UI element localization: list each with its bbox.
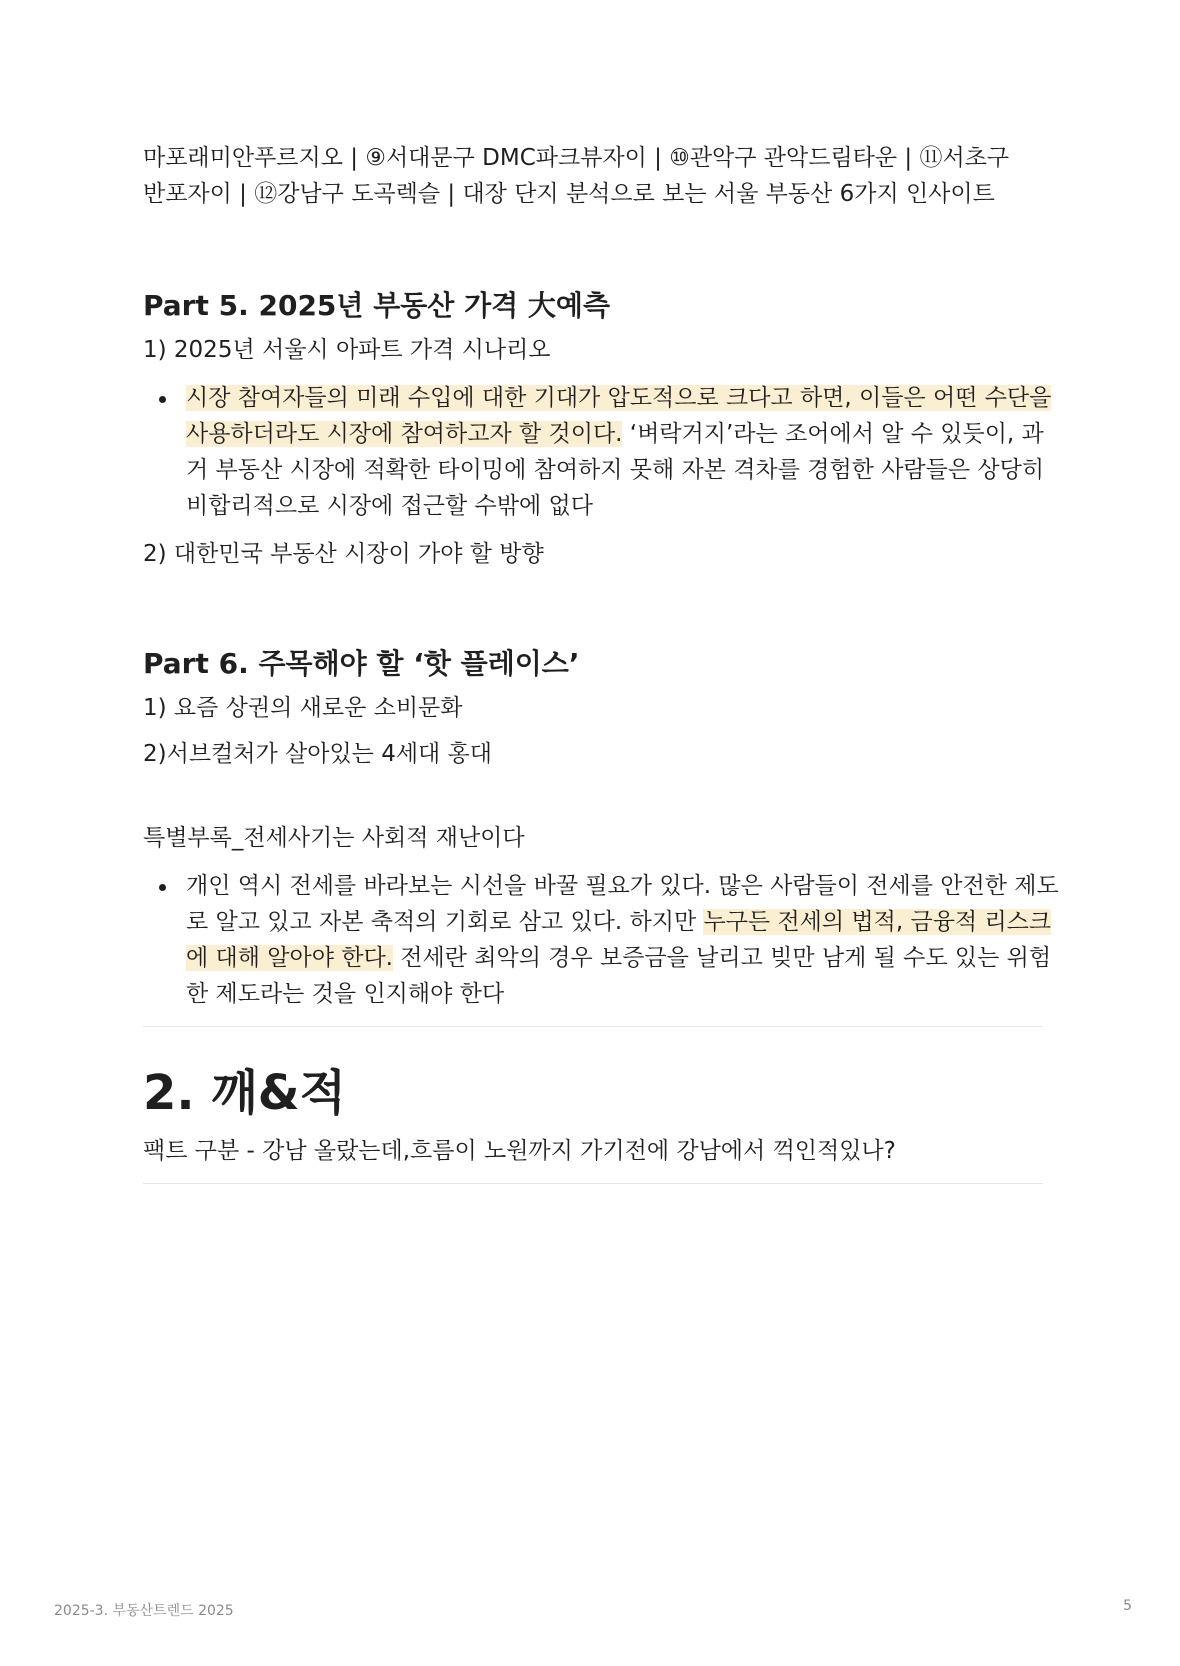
bullet-text: 개인 역시 전세를 바라보는 시선을 바꿀 필요가 있다. 많은 사람들이 전세를 안전한 제도 [186, 873, 1059, 899]
part5-heading: Part 5. 2025년 부동산 가격 大예측 [143, 289, 611, 322]
appendix-bullet [186, 868, 1059, 1012]
highlight: 누구든 전세의 법적, 금융적 리스크 [703, 909, 1052, 935]
bullet-text: 한 제도라는 것을 인지해야 한다 [186, 981, 505, 1007]
intro-line-1: 마포래미안푸르지오 | ⑨서대문구 DMC파크뷰자이 | ⑩관악구 관악드림타운 | ⑪서초구 [143, 145, 1010, 171]
page-number: 5 [1123, 1598, 1132, 1614]
bullet-text: 로 알고 있고 자본 축적의 기회로 삼고 있다. 하지만 [186, 909, 704, 935]
part5-bullet-list [143, 380, 1052, 524]
highlight: 에 대해 알아야 한다. [186, 945, 393, 971]
appendix-bullet-list [143, 868, 1059, 1012]
part5-item-1: 1) 2025년 서울시 아파트 가격 시나리오 [143, 337, 551, 363]
document-body [143, 140, 1059, 1184]
section2-line: 팩트 구분 - 강남 올랐는데,흐름이 노원까지 가기전에 강남에서 꺽인적있나? [143, 1138, 896, 1164]
highlight: 시장 참여자들의 미래 수입에 대한 기대가 압도적으로 크다고 하면, 이들은 어떤 수단을 [186, 385, 1052, 411]
bullet-text: 비합리적으로 시장에 접근할 수밖에 없다 [186, 493, 593, 519]
bullet-text: 거 부동산 시장에 적확한 타이밍에 참여하지 못해 자본 격차를 경험한 사람들은 상당히 [186, 457, 1045, 483]
part6-item-2: 2)서브컬처가 살아있는 4세대 홍대 [143, 741, 493, 767]
intro-line-2: 반포자이 | ⑫강남구 도곡렉슬 | 대장 단지 분석으로 보는 서울 부동산 6가지 인사이트 [143, 181, 995, 207]
section2-title: 2. 깨&적 [143, 1065, 346, 1121]
footer-document-title: 2025-3. 부동산트렌드 2025 [54, 1603, 234, 1619]
section-divider-bottom [143, 1183, 1043, 1184]
bullet-text: 전세란 최악의 경우 보증금을 날리고 빚만 남게 될 수도 있는 위험 [393, 945, 1052, 971]
part6-item-1: 1) 요즘 상권의 새로운 소비문화 [143, 695, 463, 721]
highlight: 사용하더라도 시장에 참여하고자 할 것이다. [186, 421, 623, 447]
part5-item-2: 2) 대한민국 부동산 시장이 가야 할 방향 [143, 541, 544, 567]
bullet-text: ‘벼락거지’라는 조어에서 알 수 있듯이, 과 [622, 421, 1044, 447]
part6-heading: Part 6. 주목해야 할 ‘핫 플레이스’ [143, 647, 580, 680]
appendix-title: 특별부록_전세사기는 사회적 재난이다 [143, 825, 525, 851]
part5-bullet [186, 380, 1052, 524]
